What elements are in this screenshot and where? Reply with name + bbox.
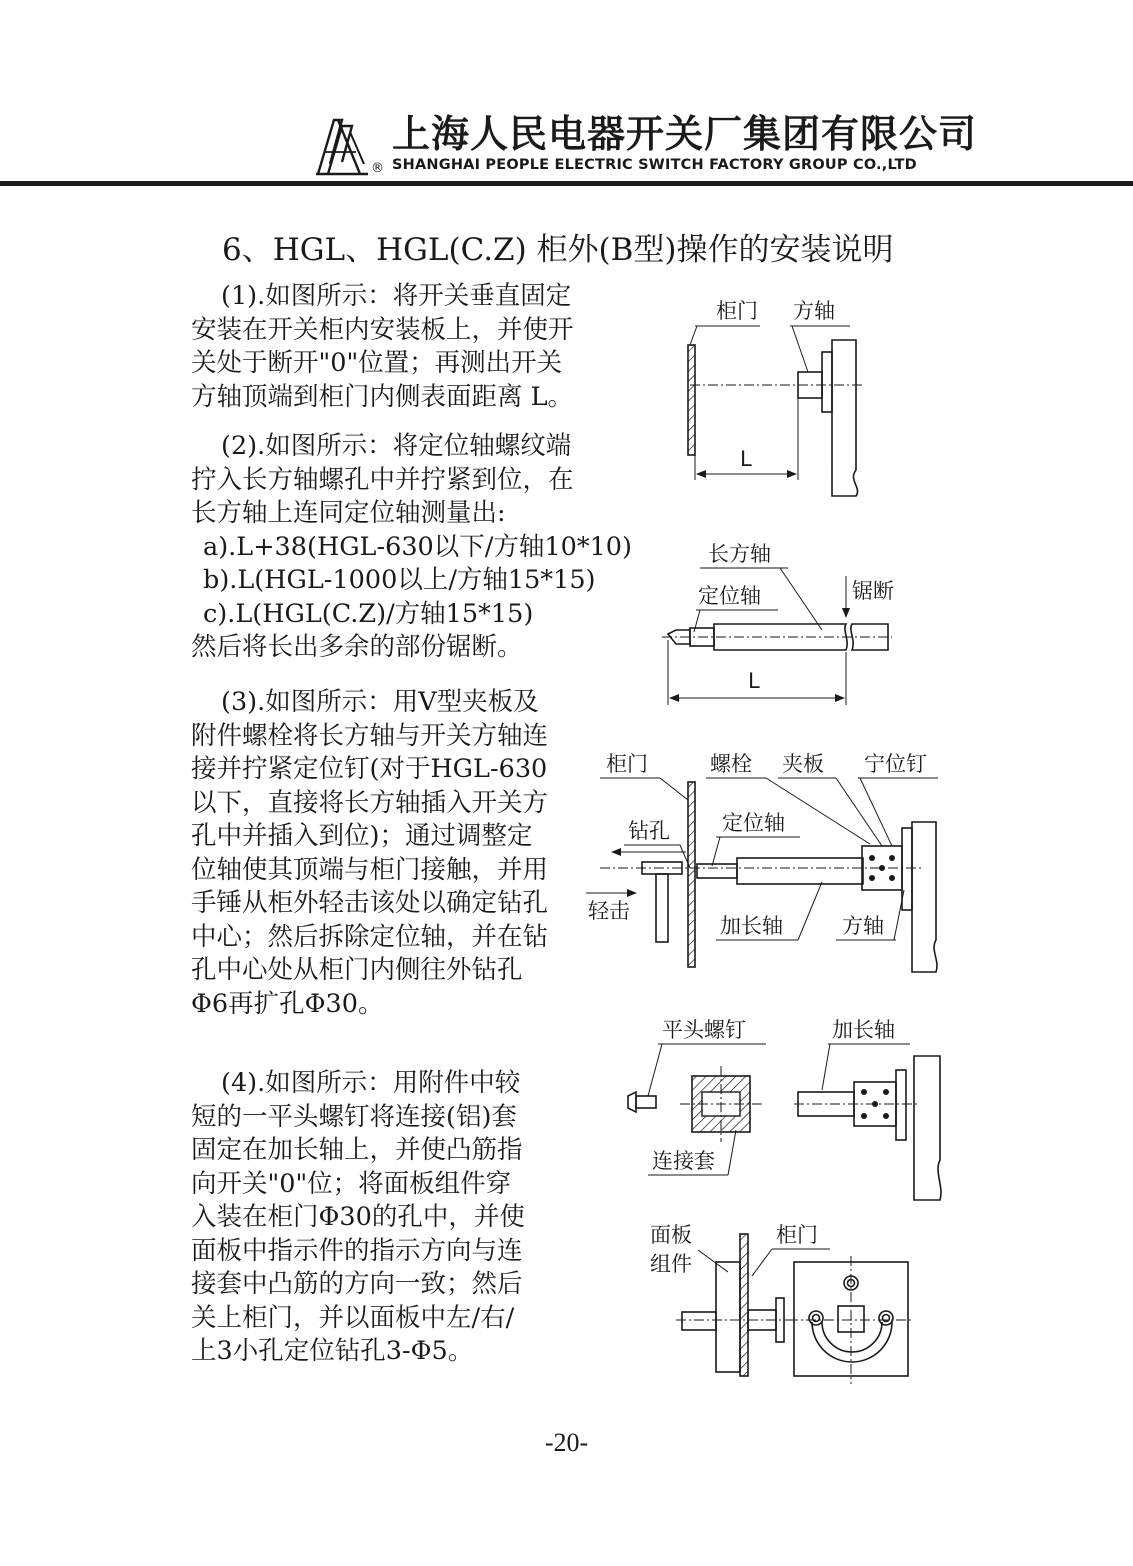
locating-shaft <box>697 864 737 878</box>
leader-line <box>836 778 882 846</box>
text-line: Φ6再扩孔Φ30。 <box>191 988 384 1019</box>
leader-line <box>780 568 822 630</box>
leader-line <box>792 326 808 372</box>
leader-line <box>822 1044 830 1090</box>
label-tap: 轻击 <box>588 899 630 923</box>
text-line: 入装在柜门Φ30的孔中，并使 <box>191 1202 525 1232</box>
text-line: 向开关"0"位；将面板组件穿 <box>191 1168 512 1199</box>
door-panel <box>740 1234 748 1376</box>
text-line: 关上柜门，并以面板中左/右/ <box>191 1302 515 1333</box>
text-line: 方轴顶端到柜门内侧表面距离 L。 <box>191 381 574 412</box>
text-line: 位轴使其顶端与柜门接触，并用 <box>191 854 549 885</box>
label-flat-screw: 平头螺钉 <box>662 1018 746 1042</box>
label-bolt: 螺栓 <box>710 752 752 776</box>
label-extension-shaft: 加长轴 <box>720 914 783 938</box>
text-line: (3).如图所示：用V型夹板及 <box>221 687 539 717</box>
label-square-shaft: 方轴 <box>793 299 835 323</box>
leader-line <box>798 882 822 940</box>
text-line: 短的一平头螺钉将连接(铝)套 <box>191 1101 517 1132</box>
bolt-dot <box>883 1089 889 1095</box>
label-long-shaft: 长方轴 <box>708 542 771 566</box>
switch-body <box>912 822 937 972</box>
leader-line <box>712 837 720 866</box>
shaft-end <box>682 1312 716 1330</box>
label-door: 柜门 <box>606 752 648 776</box>
switch-body <box>914 1056 941 1200</box>
company-name-en: SHANGHAI PEOPLE ELECTRIC SWITCH FACTORY GROUP CO.,LTD <box>392 157 917 173</box>
figure-4-sleeve-fixing <box>628 1018 941 1200</box>
label-dimension-L: L <box>740 447 752 471</box>
door-panel <box>688 782 695 967</box>
bolt-dot <box>869 855 875 861</box>
text-line: 孔中心处从柜门内侧往外钻孔 <box>191 955 523 985</box>
page-number: -20- <box>544 1428 589 1457</box>
label-locating-shaft: 定位轴 <box>722 811 785 835</box>
bolt-dot <box>883 1113 889 1119</box>
label-locating-pin: 宁位钉 <box>864 752 927 776</box>
label-square-shaft: 方轴 <box>842 914 884 938</box>
leader-line <box>660 778 688 800</box>
switch-body <box>832 340 858 496</box>
figure-3-assembly-drilling <box>586 752 938 972</box>
bolt-dot <box>889 855 895 861</box>
section-title: 6、HGL、HGL(C.Z) 柜外(B型)操作的安装说明 <box>222 232 894 268</box>
bolt-dot <box>861 1089 867 1095</box>
text-line: 上3小孔定位钻孔3-Φ5。 <box>191 1336 474 1366</box>
text-line: 孔中并插入到位)；通过调整定 <box>191 821 533 851</box>
text-line: 以下，直接将长方轴插入开关方 <box>191 787 549 818</box>
indicator-arc-inner <box>822 1322 882 1352</box>
label-saw-cut: 锯断 <box>852 579 894 603</box>
bolt-dot <box>869 875 875 881</box>
text-line: 手锤从柜外轻击该处以确定钻孔 <box>191 888 549 918</box>
leader-line <box>894 890 904 940</box>
company-name-cn: 上海人民电器开关厂集团有限公司 <box>392 112 978 156</box>
registered-mark: ® <box>371 161 384 176</box>
screw-head <box>628 1092 636 1112</box>
text-line: 接并拧紧定位钉(对于HGL-630 <box>191 754 548 784</box>
leader-line <box>690 326 697 345</box>
label-panel-line1: 面板 <box>650 1223 692 1247</box>
text-line: 然后将长出多余的部份锯断。 <box>191 632 523 662</box>
label-dimension-L: L <box>748 669 760 693</box>
leader-line <box>860 778 892 846</box>
text-line: 面板中指示件的指示方向与连 <box>191 1235 523 1266</box>
hammer-handle <box>656 874 668 942</box>
leader-line <box>752 1249 772 1276</box>
label-drill-hole: 钻孔 <box>628 819 670 843</box>
figure-1-door-to-shaft-distance <box>688 299 862 496</box>
text-line: (1).如图所示：将开关垂直固定 <box>221 281 572 311</box>
label-clamp: 夹板 <box>782 752 824 776</box>
label-panel-line2: 组件 <box>650 1252 692 1276</box>
label-extension-shaft: 加长轴 <box>832 1018 895 1042</box>
switch-flange <box>896 1070 906 1140</box>
label-door: 柜门 <box>776 1223 818 1247</box>
text-line: 接套中凸筋的方向一致；然后 <box>191 1269 523 1299</box>
figure-5-panel-assembly <box>650 1223 914 1384</box>
leader-line <box>728 1130 736 1175</box>
switch-flange <box>822 352 832 412</box>
text-line: 拧入长方轴螺孔中并拧紧到位，在 <box>191 464 574 495</box>
label-locating-shaft: 定位轴 <box>698 584 761 608</box>
screw-body <box>636 1096 656 1108</box>
text-line: (2).如图所示：将定位轴螺纹端 <box>221 431 572 461</box>
bolt-dot <box>861 1113 867 1119</box>
label-door: 柜门 <box>716 299 758 323</box>
text-line: 中心；然后拆除定位轴，并在钻 <box>191 921 549 952</box>
list-item: c).L(HGL(C.Z)/方轴15*15) <box>203 598 534 629</box>
door-panel <box>688 345 695 455</box>
bolt-dot <box>889 875 895 881</box>
extension-shaft <box>737 858 863 884</box>
text-line: (4).如图所示：用附件中较 <box>221 1068 521 1098</box>
list-item: a).L+38(HGL-630以下/方轴10*10) <box>203 531 632 562</box>
panel-assembly-side <box>716 1262 740 1372</box>
locating-hole-right <box>879 1311 893 1325</box>
switch-flange <box>902 828 912 910</box>
text-line: 长方轴上连同定位轴测量出: <box>191 498 506 528</box>
figure-2-long-shaft-measure <box>662 542 894 705</box>
text-line: 安装在开关柜内安装板上，并使开 <box>191 314 574 345</box>
indicator-arc <box>812 1322 892 1362</box>
leader-line <box>698 1250 728 1272</box>
label-sleeve: 连接套 <box>652 1149 715 1173</box>
text-line: 附件螺栓将长方轴与开关方轴连 <box>191 720 549 751</box>
text-line: 关处于断开"0"位置；再测出开关 <box>191 348 563 378</box>
list-item: b).L(HGL-1000以上/方轴15*15) <box>203 565 596 595</box>
leader-line <box>648 1044 662 1096</box>
locating-hole-left <box>809 1311 823 1325</box>
text-line: 固定在加长轴上，并使凸筋指 <box>191 1135 523 1165</box>
